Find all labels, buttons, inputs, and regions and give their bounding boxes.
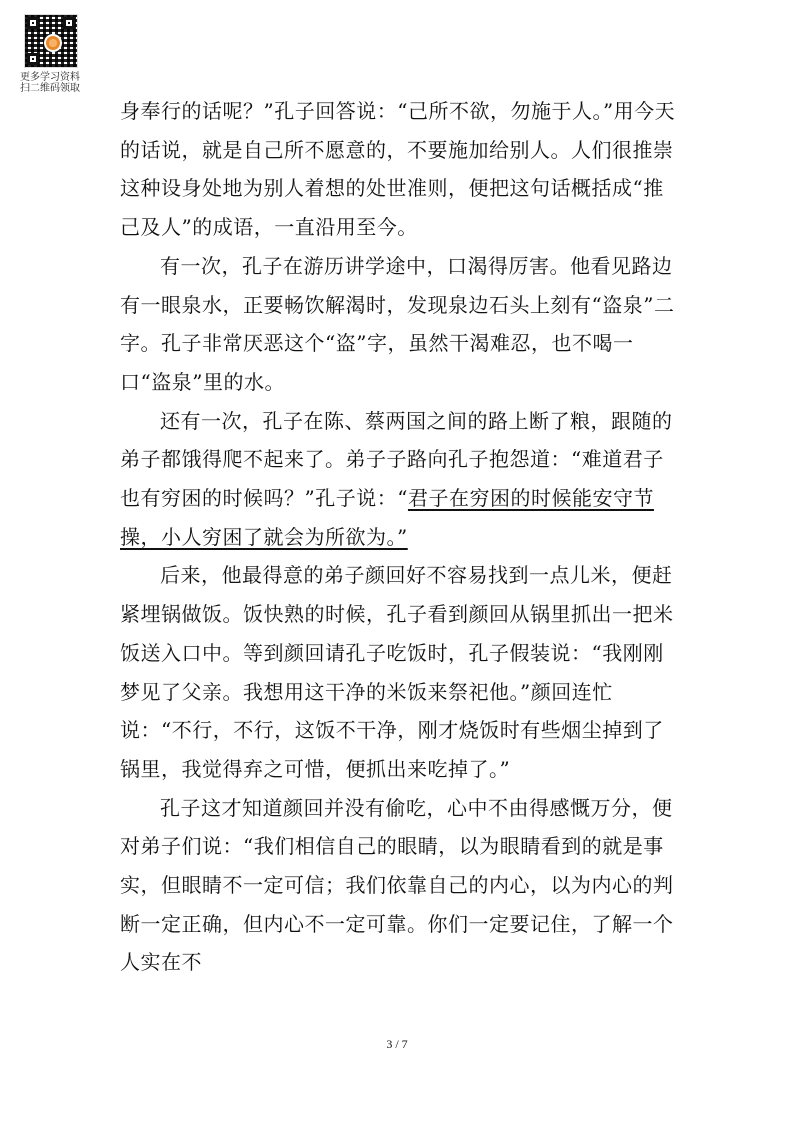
qr-finder-pattern (27, 53, 39, 65)
qr-caption-line: 扫二维码领取 (20, 83, 80, 94)
paragraph-yan-hui (120, 556, 676, 788)
paragraph-text: 有一次，孔子在游历讲学途中，口渴得厉害。他看见路边有一眼泉水，正要畅饮解渴时，发现泉边石头上刻有“盗泉”二字。孔子非常厌恶这个“盗”字，虽然干渴难忍，也不喝一口“盗泉”里的水。 (120, 253, 675, 394)
qr-code-block (18, 14, 82, 94)
paragraph-continuation (120, 92, 676, 247)
paragraph-text: 身奉行的话呢？”孔子回答说：“己所不欲，勿施于人。”用今天的话说，就是自己所不愿意的，不要施加给别人。人们很推崇这种设身处地为别人着想的处世准则，便把这句话概括成“推己及人”的成语，一直沿用至今。 (120, 99, 676, 240)
qr-caption (18, 72, 82, 94)
qr-finder-pattern (63, 17, 75, 29)
paragraph-text: 还有一次，孔子在陈、蔡两国之间的路上断了粮，跟随的弟子都饿得爬不起来了。弟子子路向孔子抱怨道：“难道君子也有穷困的时候吗？”孔子说：“ (120, 408, 673, 511)
qr-finder-pattern (27, 17, 39, 29)
underlined-quote: 君子在穷困的时候能安守节操，小人穷困了就会为所欲为。” (120, 486, 654, 549)
paragraph-stolen-spring (120, 247, 676, 402)
paragraph-text: 孔子这才知道颜回并没有偷吃，心中不由得感慨万分，便对弟子们说：“我们相信自己的眼睛，以为眼睛看到的就是事实，但眼睛不一定可信；我们依靠自己的内心，以为内心的判断一定正确，但内心不一定可靠。你们一定要记住，了解一个人实在不 (120, 795, 674, 975)
qr-caption-line: 更多学习资料 (20, 72, 80, 83)
page-number: 3 / 7 (386, 1037, 408, 1051)
qr-code-image (24, 14, 78, 68)
paragraph-text: 后来，他最得意的弟子颜回好不容易找到一点儿米，便赶紧埋锅做饭。饭快熟的时候，孔子看到颜回从锅里抓出一把米饭送入口中。等到颜回请孔子吃饭时，孔子假装说：“我刚刚梦见了父亲。我想用这干净的米饭来祭祀他。”颜回连忙说：“不行，不行，这饭不干净，刚才烧饭时有些烟尘掉到了锅里，我觉得弃之可惜，便抓出来吃掉了。” (120, 563, 674, 781)
qr-logo (44, 34, 62, 52)
paragraph-chen-cai (120, 402, 676, 557)
document-body (120, 92, 676, 982)
paragraph-lesson (120, 789, 676, 983)
